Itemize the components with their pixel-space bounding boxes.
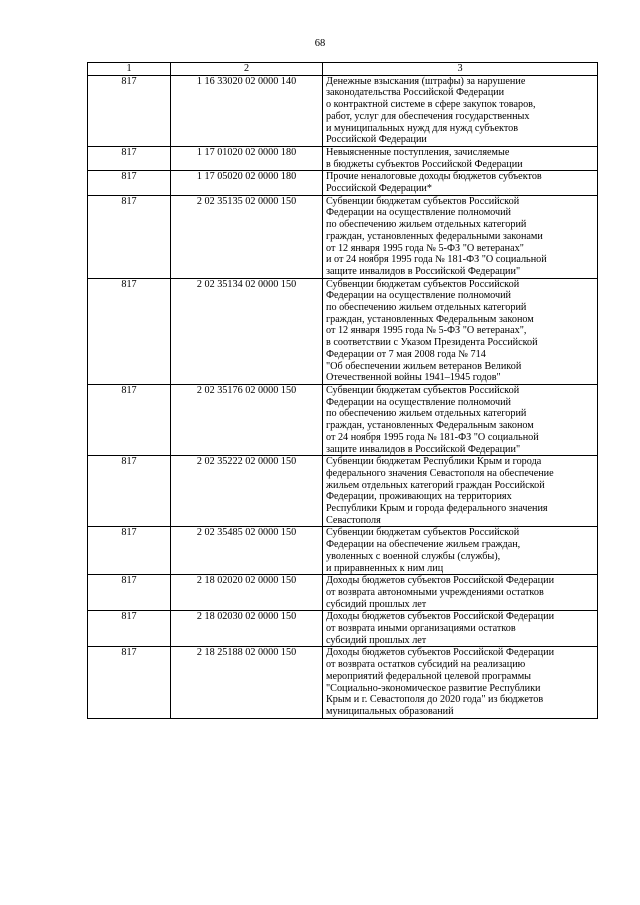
column-number-3: 3 [323, 63, 598, 76]
revenue-name-line: Субвенции бюджетам субъектов Российской [326, 278, 520, 290]
revenue-name-cell [323, 171, 598, 195]
revenue-name-cell [323, 647, 598, 718]
budget-classification-code-cell: 1 16 33020 02 0000 140 [171, 75, 323, 146]
revenue-name-line: и от 24 ноября 1995 года № 181-ФЗ "О социальной [326, 254, 547, 266]
revenue-name-line: Крым и г. Севастополя до 2020 года" из бюджетов [326, 694, 544, 706]
revenue-name-line: защите инвалидов в Российской Федерации" [326, 265, 521, 277]
revenue-name-line: в соответствии с Указом Президента Российской [326, 337, 538, 349]
table-row [88, 611, 598, 647]
revenue-name-line: Федерации от 7 мая 2008 года № 714 [326, 348, 486, 360]
revenue-name-line: и приравненных к ним лиц [326, 562, 444, 574]
revenue-name-line: о контрактной системе в сфере закупок товаров, [326, 99, 536, 111]
administrator-code-cell: 817 [88, 575, 171, 611]
budget-classification-code-cell: 1 17 01020 02 0000 180 [171, 146, 323, 170]
revenue-name-line: Доходы бюджетов субъектов Российской Федерации [326, 647, 555, 659]
revenue-name-line: Субвенции бюджетам субъектов Российской [326, 384, 520, 396]
revenue-name-line: граждан, установленных Федеральным законом [326, 420, 534, 432]
revenue-name-line: законодательства Российской Федерации [326, 87, 505, 99]
revenue-name-line: Доходы бюджетов субъектов Российской Федерации [326, 611, 555, 623]
revenue-name-line: Невыясненные поступления, зачисляемые [326, 146, 510, 158]
page-number: 68 [314, 38, 326, 49]
budget-classification-code-cell: 2 02 35134 02 0000 150 [171, 278, 323, 384]
revenue-name-line: от 24 ноября 1995 года № 181-ФЗ "О социальной [326, 431, 539, 443]
revenue-name-line: от возврата иными организациями остатков [326, 623, 516, 635]
revenue-name-line: федерального значения Севастополя на обеспечение [326, 467, 554, 479]
revenue-name-line: работ, услуг для обеспечения государственных [326, 110, 530, 122]
table-row [88, 527, 598, 575]
revenue-name-line: "Об обеспечении жильем ветеранов Великой [326, 360, 522, 372]
column-number-2: 2 [171, 63, 323, 76]
table-row [88, 384, 598, 455]
revenue-name-line: Федерации на осуществление полномочий [326, 207, 512, 219]
revenue-name-line: Субвенции бюджетам субъектов Российской [326, 195, 520, 207]
budget-classification-code-cell: 2 02 35176 02 0000 150 [171, 384, 323, 455]
revenue-name-line: Российской Федерации* [326, 183, 432, 195]
revenue-name-line: по обеспечению жильем отдельных категорий [326, 408, 527, 420]
revenue-name-line: Денежные взыскания (штрафы) за нарушение [326, 75, 526, 87]
administrator-code-cell: 817 [88, 611, 171, 647]
revenue-name-line: Севастополя [326, 514, 381, 526]
revenue-name-line: по обеспечению жильем отдельных категорий [326, 219, 527, 231]
table-row [88, 195, 598, 278]
revenue-name-line: мероприятий федеральной целевой программы [326, 670, 531, 682]
revenue-name-cell [323, 527, 598, 575]
administrator-code-cell: 817 [88, 195, 171, 278]
administrator-code-cell: 817 [88, 75, 171, 146]
revenue-name-cell [323, 195, 598, 278]
administrator-code-cell: 817 [88, 384, 171, 455]
budget-classification-code-cell: 1 17 05020 02 0000 180 [171, 171, 323, 195]
table-row [88, 75, 598, 146]
revenue-name-line: от возврата автономными учреждениями остатков [326, 586, 544, 598]
budget-classification-code-cell: 2 18 02030 02 0000 150 [171, 611, 323, 647]
revenue-name-line: субсидий прошлых лет [326, 634, 427, 646]
revenue-name-line: субсидий прошлых лет [326, 598, 427, 610]
table-row [88, 171, 598, 195]
revenue-name-line: Доходы бюджетов субъектов Российской Федерации [326, 575, 555, 587]
revenue-name-line: в бюджеты субъектов Российской Федерации [326, 158, 523, 170]
revenue-name-line: от 12 января 1995 года № 5-ФЗ "О ветеранах", [326, 325, 527, 337]
revenue-name-line: Отечественной войны 1941–1945 годов" [326, 372, 501, 384]
revenue-name-line: Российской Федерации [326, 134, 427, 146]
revenue-name-line: муниципальных образований [326, 705, 454, 717]
budget-classification-code-cell: 2 02 35485 02 0000 150 [171, 527, 323, 575]
revenue-name-line: и муниципальных нужд для нужд субъектов [326, 122, 519, 134]
administrator-code-cell: 817 [88, 647, 171, 718]
revenue-name-line: от 12 января 1995 года № 5-ФЗ "О ветеранах" [326, 242, 524, 254]
table-row [88, 575, 598, 611]
revenue-name-line: "Социально-экономическое развитие Республики [326, 682, 541, 694]
revenue-name-line: жильем отдельных категорий граждан Российской [326, 479, 545, 491]
revenue-name-cell [323, 278, 598, 384]
budget-revenue-table [87, 62, 598, 719]
column-number-1: 1 [88, 63, 171, 76]
administrator-code-cell: 817 [88, 146, 171, 170]
revenue-name-line: защите инвалидов в Российской Федерации" [326, 443, 521, 455]
revenue-name-cell [323, 575, 598, 611]
revenue-name-cell [323, 146, 598, 170]
column-number-row [88, 63, 598, 76]
revenue-name-line: уволенных с военной службы (службы), [326, 550, 501, 562]
administrator-code-cell: 817 [88, 171, 171, 195]
revenue-name-cell [323, 75, 598, 146]
revenue-name-line: от возврата остатков субсидий на реализацию [326, 659, 526, 671]
revenue-name-line: Федерации на осуществление полномочий [326, 290, 512, 302]
revenue-name-line: Прочие неналоговые доходы бюджетов субъектов [326, 171, 542, 183]
revenue-name-line: Республики Крым и города федерального значения [326, 503, 548, 515]
revenue-name-line: Субвенции бюджетам Республики Крым и города [326, 456, 542, 468]
budget-classification-code-cell: 2 02 35135 02 0000 150 [171, 195, 323, 278]
administrator-code-cell: 817 [88, 456, 171, 527]
revenue-name-line: Субвенции бюджетам субъектов Российской [326, 527, 520, 539]
revenue-name-cell [323, 456, 598, 527]
revenue-name-cell [323, 384, 598, 455]
table-row [88, 456, 598, 527]
revenue-name-line: граждан, установленных Федеральным законом [326, 313, 534, 325]
administrator-code-cell: 817 [88, 527, 171, 575]
table-row [88, 278, 598, 384]
table-row [88, 647, 598, 718]
revenue-name-line: Федерации на обеспечение жильем граждан, [326, 539, 521, 551]
revenue-name-line: граждан, установленных федеральными законами [326, 230, 543, 242]
revenue-name-line: Федерации, проживающих на территориях [326, 491, 512, 503]
budget-classification-code-cell: 2 18 02020 02 0000 150 [171, 575, 323, 611]
revenue-name-line: по обеспечению жильем отдельных категорий [326, 302, 527, 314]
budget-classification-code-cell: 2 18 25188 02 0000 150 [171, 647, 323, 718]
table-row [88, 146, 598, 170]
administrator-code-cell: 817 [88, 278, 171, 384]
revenue-name-line: Федерации на осуществление полномочий [326, 396, 512, 408]
budget-classification-code-cell: 2 02 35222 02 0000 150 [171, 456, 323, 527]
revenue-name-cell [323, 611, 598, 647]
